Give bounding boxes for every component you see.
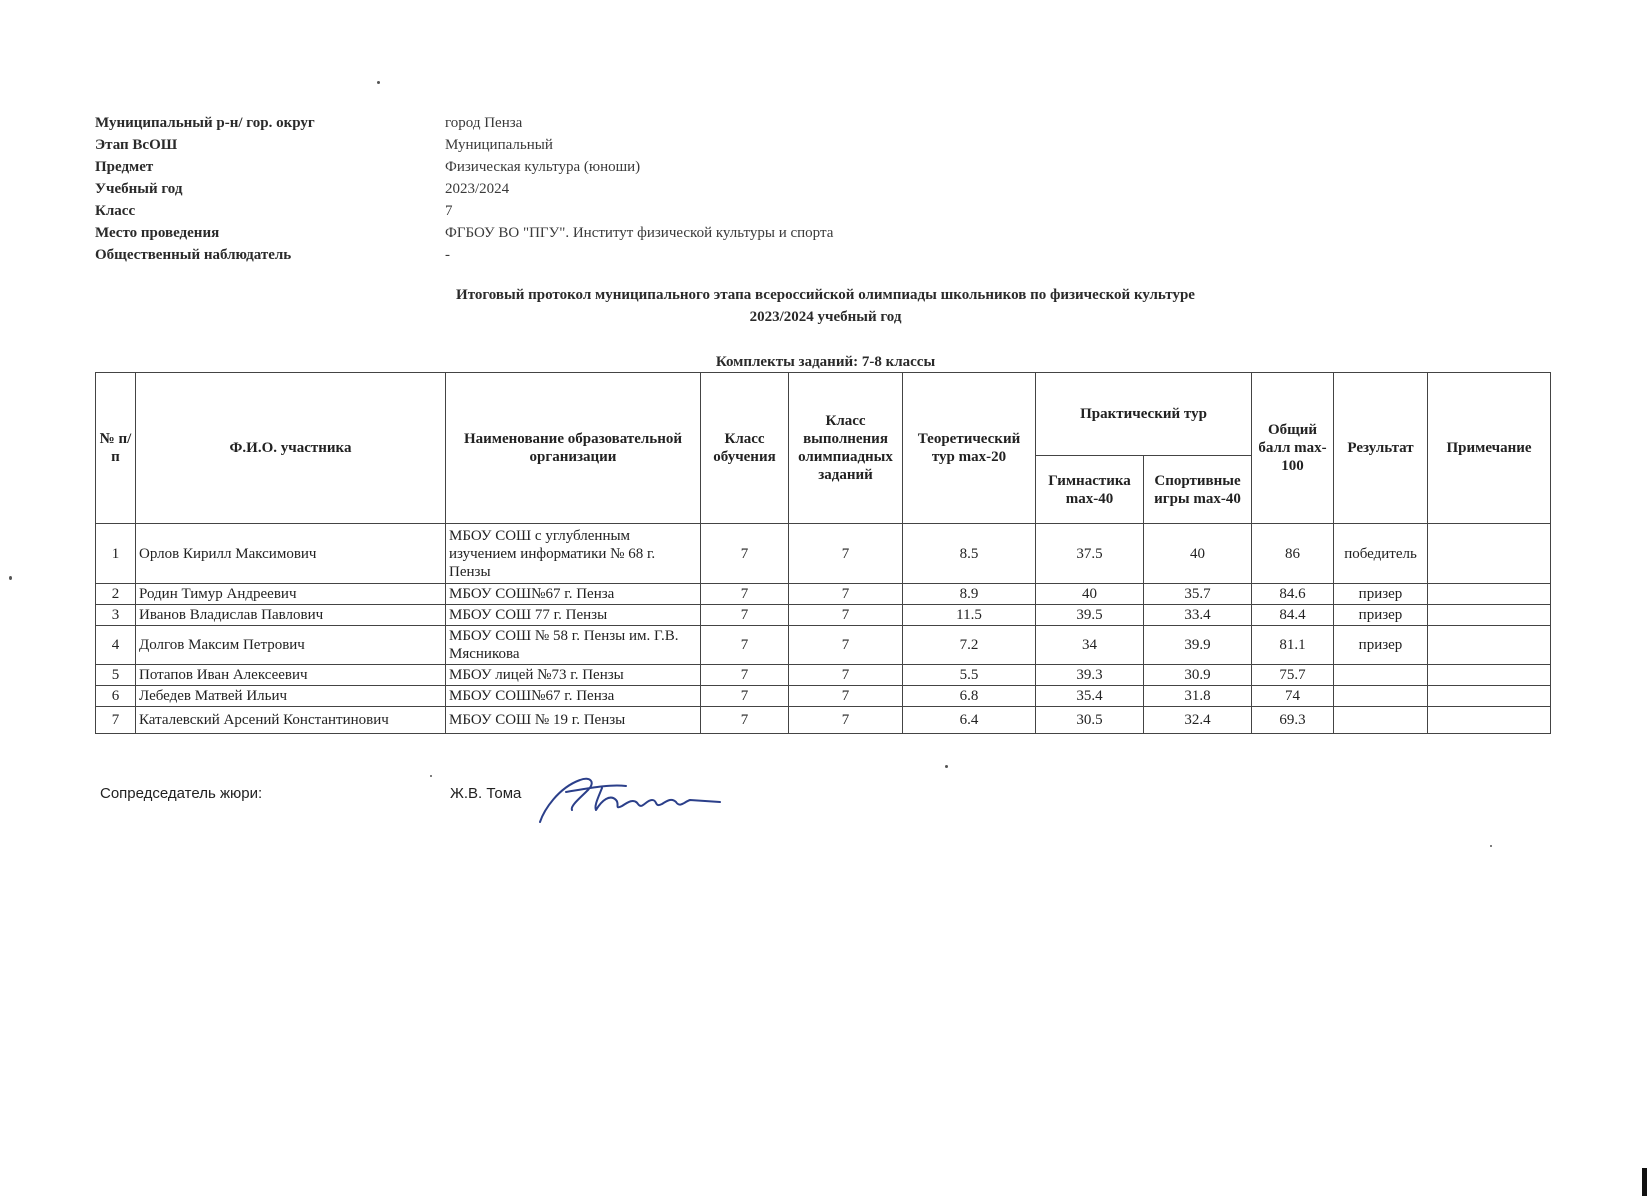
- table-row: [96, 524, 1551, 584]
- cell-org: МБОУ лицей №73 г. Пензы: [446, 665, 701, 686]
- cell-name: Потапов Иван Алексеевич: [136, 665, 446, 686]
- meta-label: Этап ВсОШ: [95, 137, 178, 153]
- cell-task-grade: 7: [789, 584, 903, 605]
- cell-games: 40: [1144, 524, 1252, 584]
- cell-num: 3: [96, 605, 136, 626]
- cell-org: МБОУ СОШ 77 г. Пензы: [446, 605, 701, 626]
- cell-task-grade: 7: [789, 626, 903, 665]
- table-row: [96, 584, 1551, 605]
- cell-task-grade: 7: [789, 707, 903, 734]
- results-table: [95, 372, 1551, 734]
- cell-org: МБОУ СОШ№67 г. Пенза: [446, 584, 701, 605]
- cell-grade: 7: [701, 626, 789, 665]
- col-name-header: Ф.И.О. участника: [136, 373, 446, 524]
- cell-total: 86: [1252, 524, 1334, 584]
- meta-value: 7: [445, 203, 453, 219]
- cell-theory: 8.5: [903, 524, 1036, 584]
- handwritten-signature: [530, 770, 740, 830]
- table-row: [96, 686, 1551, 707]
- meta-value: Физическая культура (юноши): [445, 159, 641, 175]
- col-gym-header: Гимнастика max-40: [1036, 456, 1144, 524]
- cell-note: [1428, 584, 1551, 605]
- cell-num: 7: [96, 707, 136, 734]
- cell-games: 39.9: [1144, 626, 1252, 665]
- cell-num: 1: [96, 524, 136, 584]
- cell-result: победитель: [1334, 524, 1428, 584]
- cell-gym: 30.5: [1036, 707, 1144, 734]
- cell-num: 6: [96, 686, 136, 707]
- cell-note: [1428, 665, 1551, 686]
- cell-gym: 39.3: [1036, 665, 1144, 686]
- meta-value: Муниципальный: [445, 137, 553, 153]
- cell-games: 31.8: [1144, 686, 1252, 707]
- cell-note: [1428, 524, 1551, 584]
- scan-speck: [1490, 845, 1492, 847]
- cell-gym: 37.5: [1036, 524, 1144, 584]
- table-row: [96, 626, 1551, 665]
- cell-theory: 11.5: [903, 605, 1036, 626]
- table-header-row: [96, 373, 1551, 456]
- cell-result: призер: [1334, 626, 1428, 665]
- table-row: [96, 605, 1551, 626]
- cell-task-grade: 7: [789, 524, 903, 584]
- col-task-grade-header: Класс выполнения олимпиадных заданий: [789, 373, 903, 524]
- cell-gym: 39.5: [1036, 605, 1144, 626]
- cell-games: 30.9: [1144, 665, 1252, 686]
- meta-label: Предмет: [95, 159, 154, 175]
- meta-label: Место проведения: [95, 225, 220, 241]
- cell-num: 2: [96, 584, 136, 605]
- cell-theory: 8.9: [903, 584, 1036, 605]
- cell-theory: 7.2: [903, 626, 1036, 665]
- protocol-title: Итоговый протокол муниципального этапа всероссийской олимпиады школьников по физической культуре: [456, 287, 1195, 303]
- cell-gym: 40: [1036, 584, 1144, 605]
- meta-label: Муниципальный р-н/ гор. округ: [95, 115, 315, 131]
- cell-total: 81.1: [1252, 626, 1334, 665]
- cell-org: МБОУ СОШ с углубленным изучением информатики № 68 г. Пензы: [446, 524, 701, 584]
- cell-games: 35.7: [1144, 584, 1252, 605]
- cell-total: 75.7: [1252, 665, 1334, 686]
- cell-note: [1428, 686, 1551, 707]
- col-result-header: Результат: [1334, 373, 1428, 524]
- cell-name: Иванов Владислав Павлович: [136, 605, 446, 626]
- cell-org: МБОУ СОШ № 19 г. Пензы: [446, 707, 701, 734]
- cell-org: МБОУ СОШ№67 г. Пенза: [446, 686, 701, 707]
- cell-note: [1428, 707, 1551, 734]
- meta-value: 2023/2024: [445, 181, 510, 197]
- scan-edge-mark: [1642, 1168, 1647, 1196]
- cell-result: [1334, 707, 1428, 734]
- col-practice-header: Практический тур: [1036, 373, 1252, 456]
- protocol-year: 2023/2024 учебный год: [749, 309, 902, 325]
- cell-result: призер: [1334, 605, 1428, 626]
- scan-speck: [430, 775, 432, 777]
- cell-total: 74: [1252, 686, 1334, 707]
- cell-note: [1428, 626, 1551, 665]
- cell-gym: 34: [1036, 626, 1144, 665]
- cell-games: 32.4: [1144, 707, 1252, 734]
- meta-label: Учебный год: [95, 181, 183, 197]
- scan-speck: [377, 81, 380, 84]
- cell-num: 4: [96, 626, 136, 665]
- meta-value: ФГБОУ ВО "ПГУ". Институт физической культуры и спорта: [445, 225, 834, 241]
- col-total-header: Общий балл max-100: [1252, 373, 1334, 524]
- cell-name: Каталевский Арсений Константинович: [136, 707, 446, 734]
- col-num-header: № п/п: [96, 373, 136, 524]
- cell-theory: 6.8: [903, 686, 1036, 707]
- cell-note: [1428, 605, 1551, 626]
- cell-name: Родин Тимур Андреевич: [136, 584, 446, 605]
- cell-task-grade: 7: [789, 605, 903, 626]
- col-note-header: Примечание: [1428, 373, 1551, 524]
- signature-label: Сопредседатель жюри:: [100, 785, 263, 802]
- cell-grade: 7: [701, 665, 789, 686]
- cell-task-grade: 7: [789, 665, 903, 686]
- scan-speck: [945, 765, 948, 768]
- col-theory-header: Теоретический тур max-20: [903, 373, 1036, 524]
- cell-theory: 6.4: [903, 707, 1036, 734]
- col-games-header: Спортивные игры max-40: [1144, 456, 1252, 524]
- cell-result: призер: [1334, 584, 1428, 605]
- meta-label: Общественный наблюдатель: [95, 247, 292, 263]
- task-kit-caption: Комплекты заданий: 7-8 классы: [715, 354, 936, 370]
- signature-name: Ж.В. Тома: [450, 785, 522, 802]
- cell-total: 84.4: [1252, 605, 1334, 626]
- cell-grade: 7: [701, 524, 789, 584]
- cell-name: Орлов Кирилл Максимович: [136, 524, 446, 584]
- col-grade-header: Класс обучения: [701, 373, 789, 524]
- cell-grade: 7: [701, 584, 789, 605]
- cell-num: 5: [96, 665, 136, 686]
- table-row: [96, 665, 1551, 686]
- cell-org: МБОУ СОШ № 58 г. Пензы им. Г.В. Мясникова: [446, 626, 701, 665]
- col-org-header: Наименование образовательной организации: [446, 373, 701, 524]
- meta-label: Класс: [95, 203, 136, 219]
- cell-games: 33.4: [1144, 605, 1252, 626]
- scan-speck: [9, 576, 12, 580]
- cell-total: 69.3: [1252, 707, 1334, 734]
- cell-name: Долгов Максим Петрович: [136, 626, 446, 665]
- cell-task-grade: 7: [789, 686, 903, 707]
- cell-result: [1334, 686, 1428, 707]
- cell-grade: 7: [701, 686, 789, 707]
- table-row: [96, 707, 1551, 734]
- cell-grade: 7: [701, 605, 789, 626]
- cell-name: Лебедев Матвей Ильич: [136, 686, 446, 707]
- meta-value: -: [445, 247, 450, 263]
- cell-total: 84.6: [1252, 584, 1334, 605]
- cell-grade: 7: [701, 707, 789, 734]
- cell-result: [1334, 665, 1428, 686]
- cell-gym: 35.4: [1036, 686, 1144, 707]
- cell-theory: 5.5: [903, 665, 1036, 686]
- meta-value: город Пенза: [445, 115, 523, 131]
